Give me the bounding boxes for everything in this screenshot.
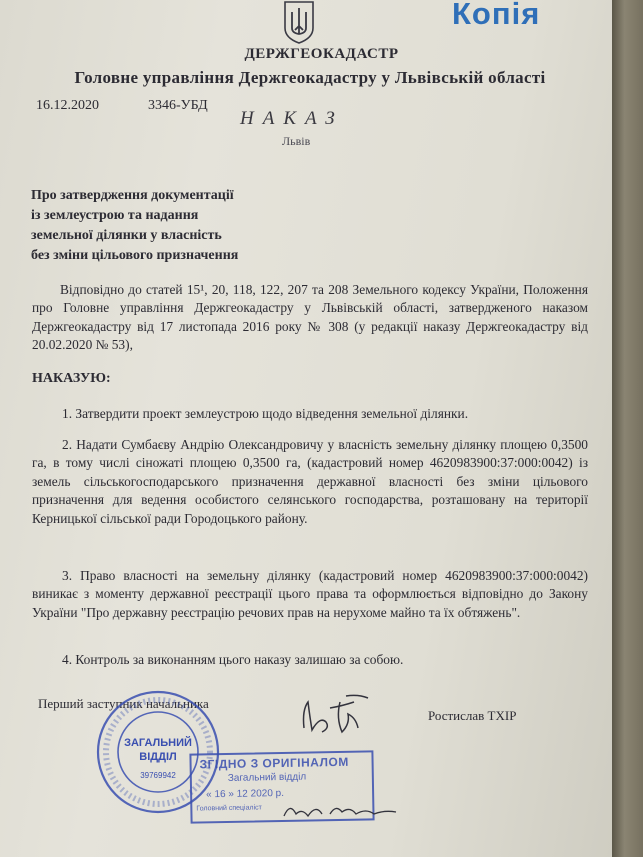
city: Львів [282, 134, 311, 148]
seal-center-line1: ЗАГАЛЬНИЙ [124, 737, 192, 749]
specialist-signature [280, 798, 400, 822]
department-name: Головне управління Держгеокадастру у Львівській області [74, 68, 546, 87]
trident-coat-of-arms-icon [282, 0, 316, 44]
certified-stamp-title: ЗГІДНО З ОРИГІНАЛОМ [199, 754, 349, 772]
order-item-1: 1. Затвердити проект землеустрою щодо відведення земельної ділянки. [62, 406, 469, 421]
copy-stamp: Копія [452, 0, 541, 31]
order-item-4: 4. Контроль за виконанням цього наказу залишаю за собою. [62, 652, 404, 667]
order-number: 3346-УБД [148, 98, 208, 113]
signatory-name: Ростислав ТХІР [428, 708, 517, 723]
certified-stamp-position: Головний спеціаліст [196, 804, 262, 813]
seal-center-line2: ВІДДІЛ [139, 751, 177, 763]
certified-stamp-dept: Загальний відділ [227, 771, 307, 784]
page-edge-shadow [612, 0, 643, 857]
seal-code: 39769942 [140, 771, 176, 780]
document-type: НАКАЗ [240, 108, 344, 129]
subject-line: із землеустрою та надання [31, 208, 199, 223]
legal-basis-paragraph: Відповідно до статей 15¹, 20, 118, 122, 207 та 208 Земельного кодексу України, Положення про Головне управління Держгеокадастру у Львівській області, затвердженого наказом Держгеокадастру від 17 листопада 2016 року № 308 (у редакції наказу Держгеокадастру від 20.02.2020 № 53), [32, 282, 588, 353]
signatory-title: Перший заступник начальника [38, 696, 209, 711]
subject-line: земельної ділянки у власність [31, 228, 222, 243]
agency-name: ДЕРЖГЕОКАДАСТР [244, 46, 399, 62]
certified-stamp-date: « 16 » 12 2020 р. [206, 787, 285, 801]
order-date: 16.12.2020 [36, 98, 99, 113]
subject-line: Про затвердження документації [31, 188, 234, 203]
order-item-2: 2. Надати Сумбаєву Андрію Олександровичу у власність земельну ділянку площею 0,3500 га, в тому числі сіножаті площею 0,3500 га, (кадастровий номер 4620983900:37:000:0042) із земель сільськогосподарського призначення державної власності без зміни цільового призначення для ведення особистого селянського господарства, розташовану на території Керницької сільської ради Городоцького району. [32, 437, 588, 526]
order-subject [31, 186, 331, 266]
orders-heading: НАКАЗУЮ: [32, 371, 111, 386]
subject-line: без зміни цільового призначення [31, 248, 239, 263]
order-item-3: 3. Право власності на земельну ділянку (кадастровий номер 4620983900:37:000:0042) виникає з моменту державної реєстрації цього права та оформлюється відповідно до Закону України "Про державну реєстрацію речових прав на нерухоме майно та їх обтяжень". [32, 568, 588, 620]
handwritten-signature [296, 688, 376, 740]
